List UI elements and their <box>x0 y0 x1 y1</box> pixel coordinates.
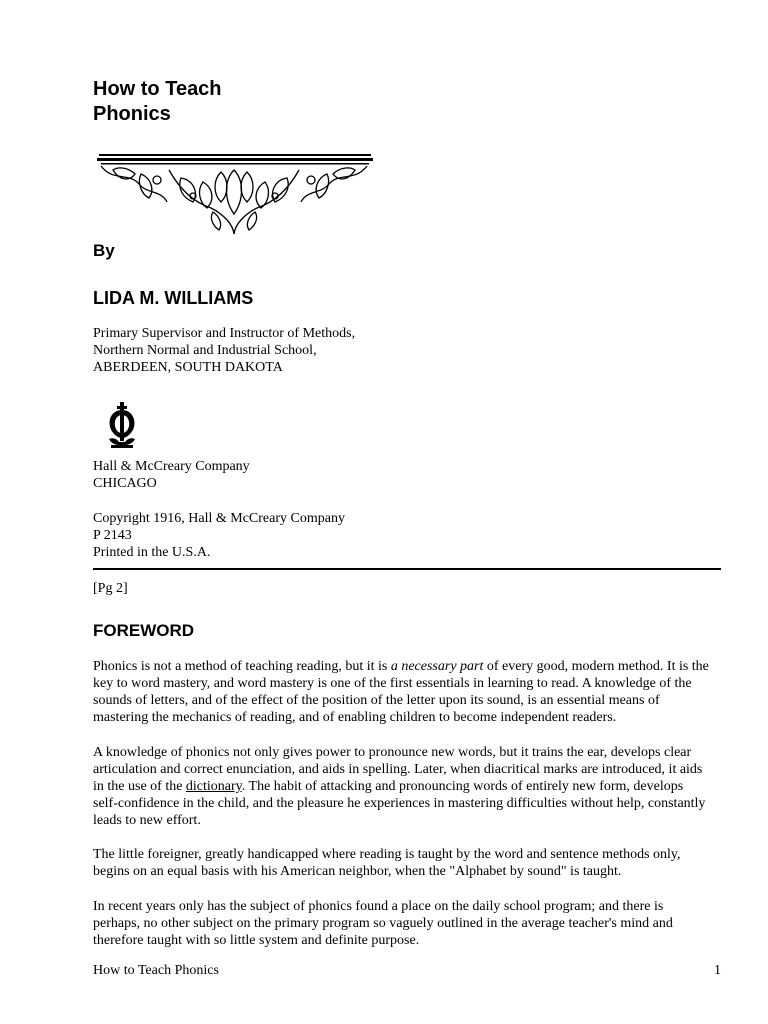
paragraph <box>93 744 723 829</box>
paragraph-line: begins on an equal basis with his American neighbor, when the "Alphabet by sound" is taught. <box>93 864 622 879</box>
paragraph-line: A knowledge of phonics not only gives power to pronounce new words, but it trains the ear, develops clear <box>93 745 692 760</box>
paragraph-line: key to word mastery, and word mastery is one of the first essentials in learning to read. A knowledge of the <box>93 676 692 691</box>
by-label: By <box>93 241 115 260</box>
paragraph <box>93 846 723 880</box>
title-line-2: Phonics <box>93 103 171 125</box>
printed-in: Printed in the U.S.A. <box>93 545 211 560</box>
author-name: LIDA M. WILLIAMS <box>93 288 254 308</box>
footer-page-number: 1 <box>714 963 721 978</box>
dictionary-link[interactable]: dictionary <box>185 779 242 794</box>
publisher-info <box>93 458 250 492</box>
copyright-info <box>93 510 345 561</box>
paragraph-line: sounds of letters, and of the effect of the position of the letter upon its sound, is an essential means of <box>93 693 660 708</box>
publisher-emblem-icon <box>103 401 141 449</box>
document-title <box>93 77 222 127</box>
paragraph-line: Phonics is not a method of teaching reading, but it is a necessary part of every good, modern method. It is the <box>93 659 709 674</box>
paragraph-line: therefore taught with so little system and definite purpose. <box>93 933 420 948</box>
paragraph <box>93 658 723 726</box>
paragraph <box>93 898 723 949</box>
catalog-number: P 2143 <box>93 528 132 543</box>
title-line-1: How to Teach <box>93 78 222 100</box>
author-affiliation <box>93 325 355 376</box>
footer-title: How to Teach Phonics <box>93 963 219 978</box>
copyright-line: Copyright 1916, Hall & McCreary Company <box>93 511 345 526</box>
affiliation-line: Northern Normal and Industrial School, <box>93 343 317 358</box>
paragraph-line: mastering the mechanics of reading, and of enabling children to become independent readers. <box>93 710 617 725</box>
paragraph-line: articulation and correct enunciation, and aids in spelling. Later, when diacritical marks are introduced, it aids <box>93 762 703 777</box>
emphasis-text: a necessary part <box>390 659 484 674</box>
paragraph-line: perhaps, no other subject on the primary program so vaguely outlined in the average teacher's mind and <box>93 916 673 931</box>
publisher-city: CHICAGO <box>93 476 157 491</box>
paragraph-line: In recent years only has the subject of phonics found a place on the daily school program; and there is <box>93 899 664 914</box>
floral-ornament-illustration <box>93 148 375 238</box>
section-heading: FOREWORD <box>93 621 195 640</box>
publisher-name: Hall & McCreary Company <box>93 459 250 474</box>
paragraph-line: in the use of the dictionary. The habit of attacking and pronouncing words of entirely new form, develops <box>93 779 684 794</box>
horizontal-rule <box>93 568 721 570</box>
paragraph-line: leads to new effort. <box>93 813 201 828</box>
affiliation-line: Primary Supervisor and Instructor of Methods, <box>93 326 356 341</box>
affiliation-line: ABERDEEN, SOUTH DAKOTA <box>93 360 283 375</box>
paragraph-line: self-confidence in the child, and the pleasure he experiences in mastering difficulties without help, constantly <box>93 796 706 811</box>
paragraph-line: The little foreigner, greatly handicapped where reading is taught by the word and sentence methods only, <box>93 847 681 862</box>
page-reference: [Pg 2] <box>93 581 128 596</box>
